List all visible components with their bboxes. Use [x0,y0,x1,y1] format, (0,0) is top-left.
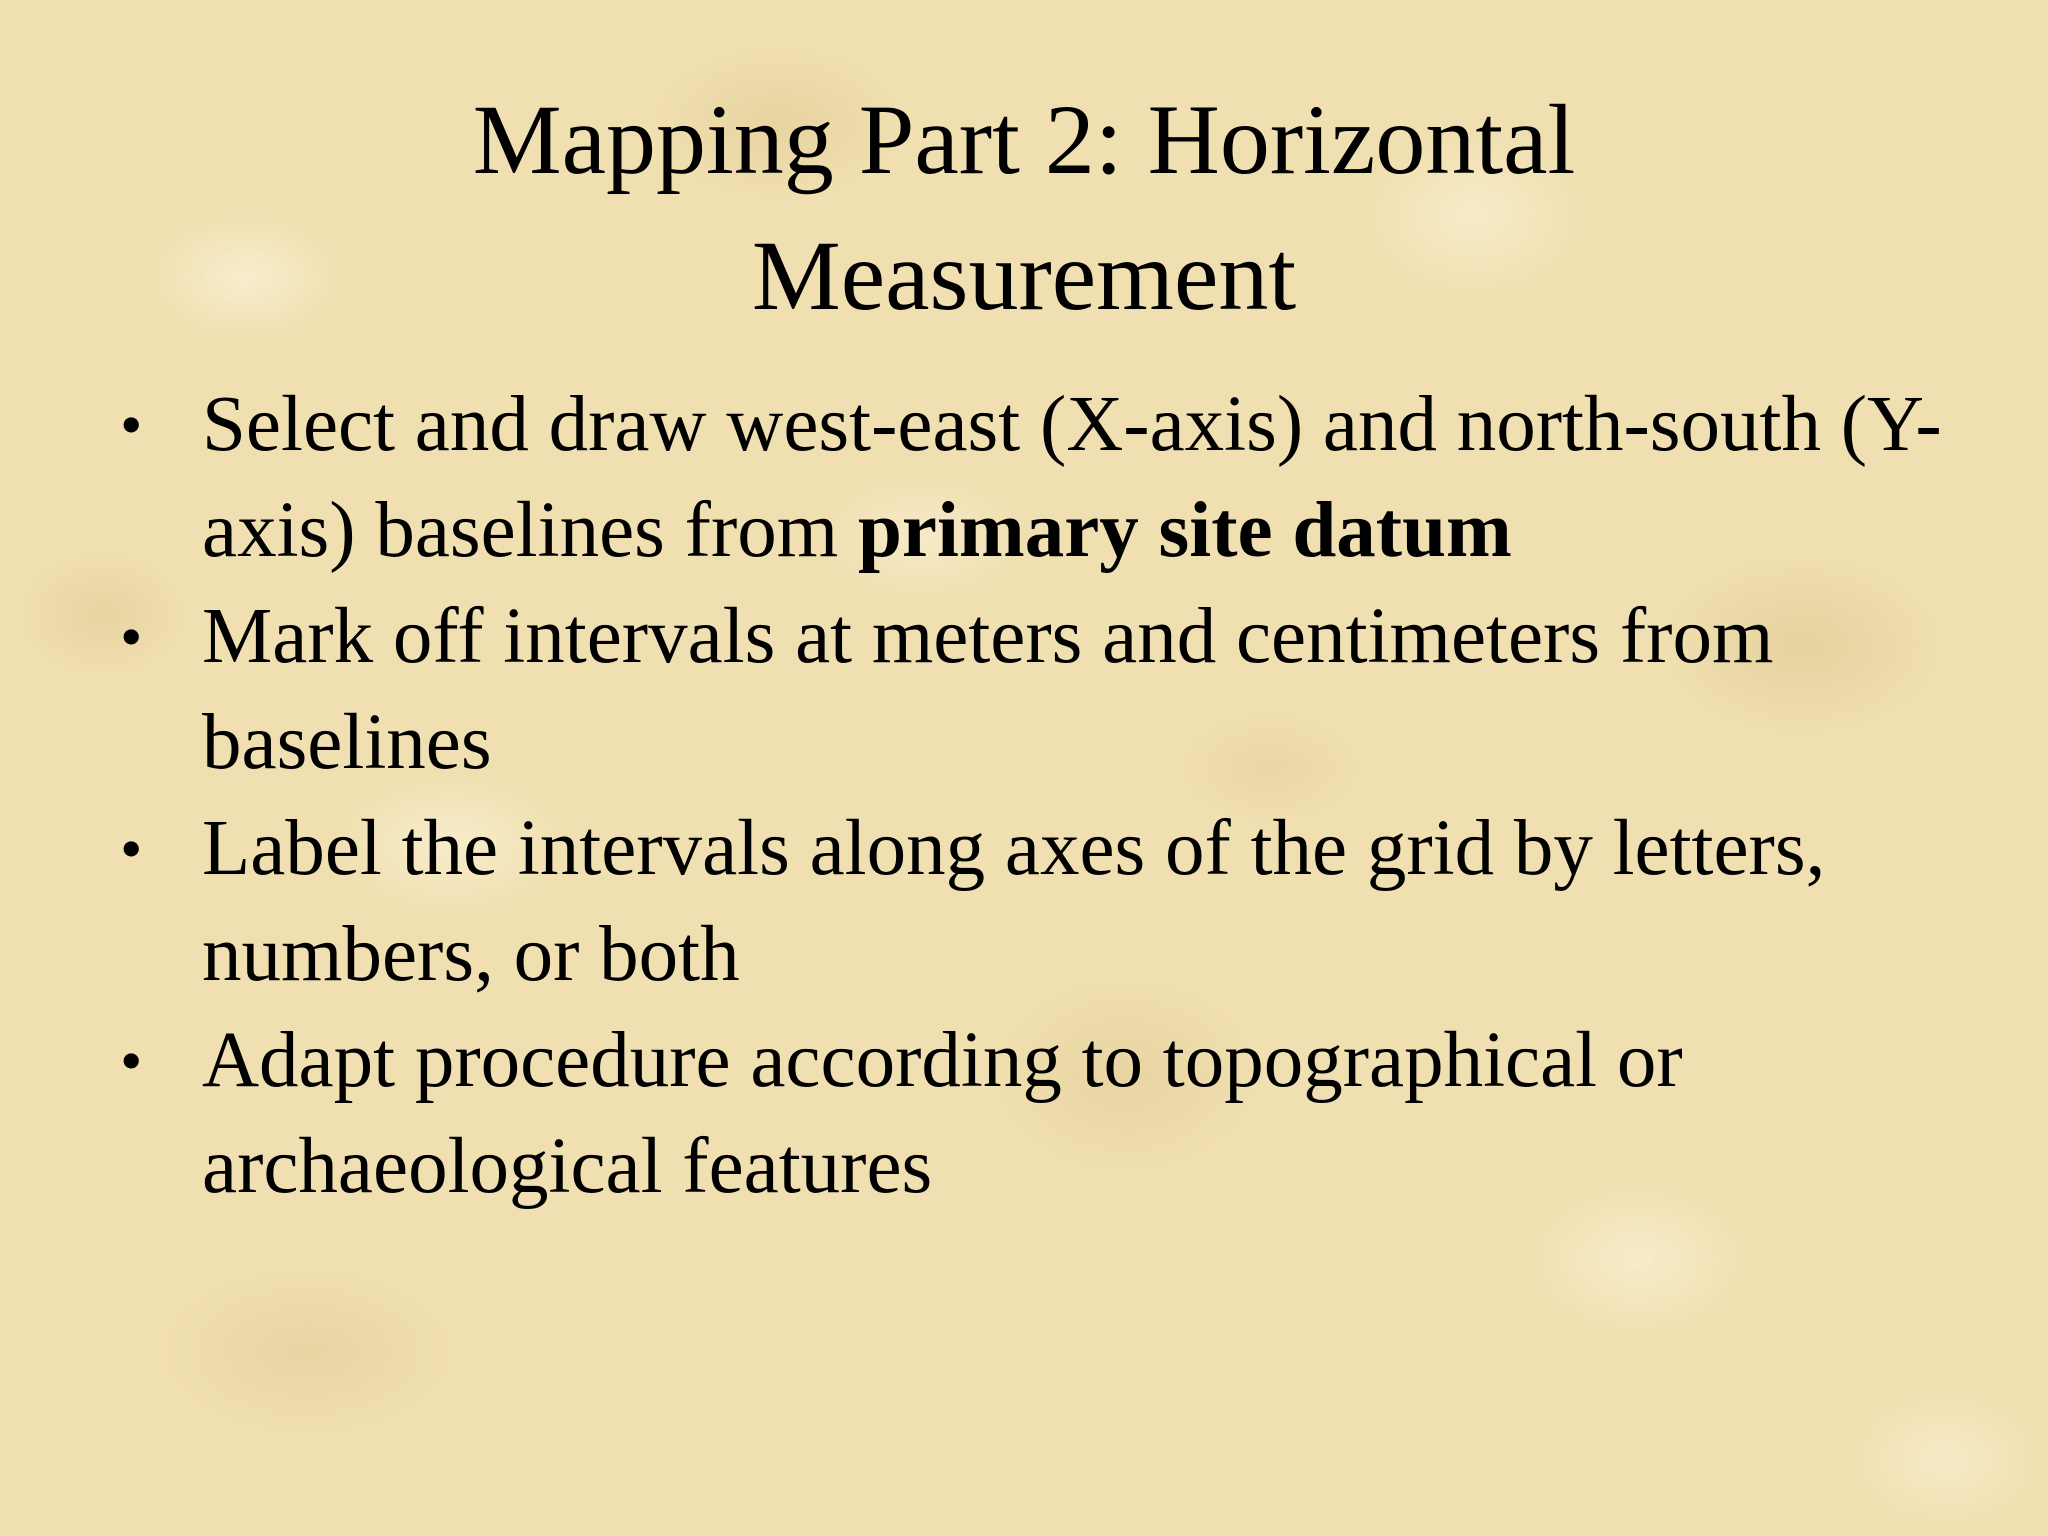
bullet-text: Adapt procedure according to topographical or archaeological features [202,1017,1683,1210]
slide-title-line-1: Mapping Part 2: Horizontal [472,84,1576,195]
bullet-item-adapt [120,1008,1980,1220]
bullet-item-labels [120,796,1980,1008]
slide-title-line-2: Measurement [751,220,1297,331]
bullet-item-baselines [120,372,1980,584]
bullet-dot-icon: • [120,1025,143,1096]
bullet-bold-text: primary site datum [857,487,1512,574]
bullet-text: Mark off intervals at meters and centimeters from baselines [202,593,1774,786]
bullet-dot-icon: • [120,813,143,884]
bullet-text: Select and draw west-east (X-axis) and north-south (Y-axis) baselines from [202,381,1942,574]
bullet-item-intervals [120,584,1980,796]
bullet-list [120,372,1980,1220]
slide-title [0,72,2048,344]
bullet-text: Label the intervals along axes of the grid by letters, numbers, or both [202,805,1826,998]
bullet-dot-icon: • [120,389,143,460]
bullet-dot-icon: • [120,601,143,672]
